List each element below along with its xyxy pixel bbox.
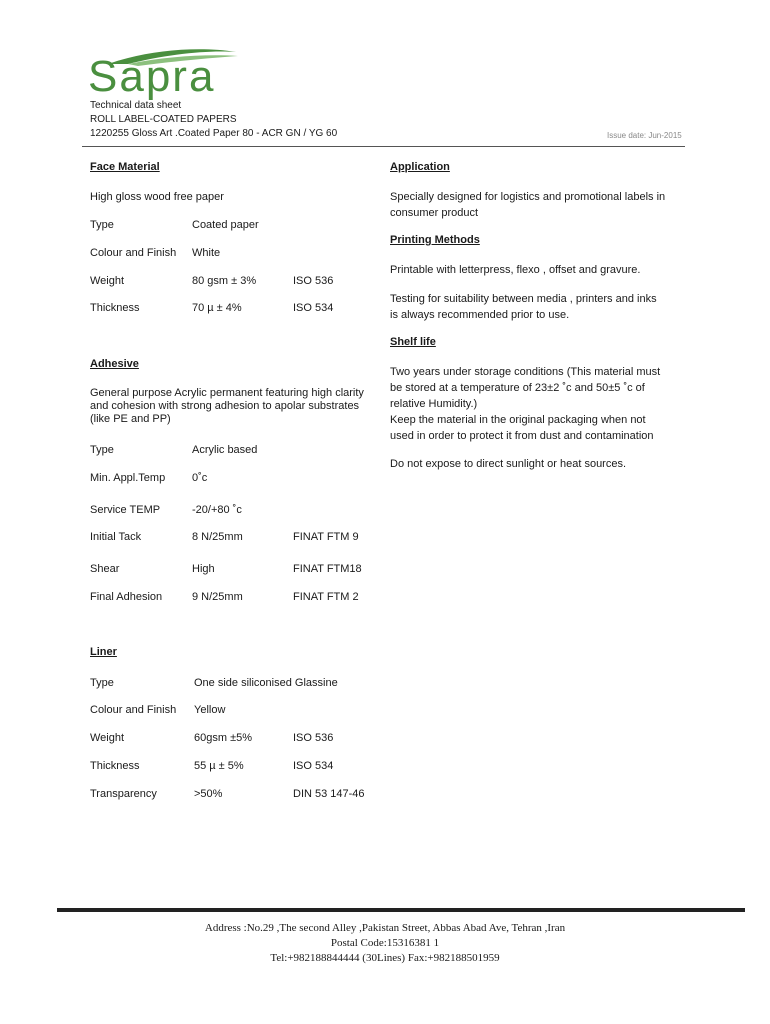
liner-row-value: 55 µ ± 5% [194,760,244,772]
liner-row-value: Yellow [194,704,226,716]
face-row-ref: ISO 534 [293,302,334,314]
liner-row-label: Weight [90,732,125,744]
printing-methods-text: is always recommended prior to use. [390,309,570,321]
shelf-life-note: Do not expose to direct sunlight or heat sources. [390,458,627,470]
face-row-value: Coated paper [192,219,259,231]
adhesive-row-label: Type [90,444,114,456]
printing-methods-text: Testing for suitability between media , printers and inks [390,293,657,305]
product-line: ROLL LABEL-COATED PAPERS [90,114,237,125]
face-material-title: Face Material [90,161,160,173]
liner-row-label: Transparency [90,788,157,800]
adhesive-row-value: Acrylic based [192,444,258,456]
liner-row-ref: DIN 53 147-46 [293,788,365,800]
adhesive-row-label: Shear [90,563,120,575]
adhesive-row-label: Initial Tack [90,531,142,543]
adhesive-row-ref: FINAT FTM 2 [293,591,359,603]
face-row-value: 80 gsm ± 3% [192,275,257,287]
printing-methods-title: Printing Methods [390,234,480,246]
shelf-life-line: Two years under storage conditions (This material must [390,366,661,378]
doc-type: Technical data sheet [90,100,182,111]
adhesive-row-label: Final Adhesion [90,591,163,603]
shelf-life-line: be stored at a temperature of 23±2 ˚c and 50±5 ˚c of [390,382,645,394]
liner-row-value: One side siliconised Glassine [194,677,338,689]
application-title: Application [390,161,450,173]
adhesive-row-value: High [192,563,215,575]
adhesive-row-label: Min. Appl.Temp [90,472,166,484]
footer-phone: Tel:+982188844444 (30Lines) Fax:+982188501959 [270,952,500,964]
liner-row-ref: ISO 536 [293,732,334,744]
face-row-label: Colour and Finish [90,247,177,259]
face-row-label: Type [90,219,114,231]
logo [88,44,248,102]
face-material-description: High gloss wood free paper [90,191,224,203]
liner-row-value: >50% [194,788,223,800]
header-divider [82,146,685,147]
shelf-life-title: Shelf life [390,336,436,348]
adhesive-row-value: 0˚c [192,472,208,484]
footer-divider [57,908,745,912]
adhesive-description: and cohesion with strong adhesion to apolar substrates [90,400,360,412]
adhesive-row-label: Service TEMP [90,504,161,516]
shelf-life-line: used in order to protect it from dust and contamination [390,430,654,442]
liner-row-label: Type [90,677,114,689]
face-row-label: Thickness [90,302,140,314]
footer-postal: Postal Code:15316381 1 [330,937,440,949]
adhesive-description: (like PE and PP) [90,413,171,425]
face-row-label: Weight [90,275,125,287]
face-row-ref: ISO 536 [293,275,334,287]
liner-row-value: 60gsm ±5% [194,732,253,744]
adhesive-row-value: 8 N/25mm [192,531,243,543]
adhesive-description: General purpose Acrylic permanent featuring high clarity [90,387,364,399]
liner-row-ref: ISO 534 [293,760,334,772]
liner-row-label: Colour and Finish [90,704,177,716]
liner-row-label: Thickness [90,760,140,772]
shelf-life-line: relative Humidity.) [390,398,478,410]
face-row-value: White [192,247,221,259]
adhesive-row-ref: FINAT FTM 9 [293,531,359,543]
liner-title: Liner [90,646,117,658]
shelf-life-line: Keep the material in the original packaging when not [390,414,646,426]
footer-address: Address :No.29 ,The second Alley ,Pakistan Street, Abbas Abad Ave, Tehran ,Iran [204,922,566,934]
face-row-value: 70 µ ± 4% [192,302,242,314]
issue-date: Issue date: Jun-2015 [607,131,682,140]
adhesive-row-ref: FINAT FTM18 [293,563,362,575]
application-text: Specially designed for logistics and promotional labels in [390,191,666,203]
printing-methods-text: Printable with letterpress, flexo , offset and gravure. [390,264,641,276]
adhesive-row-value: 9 N/25mm [192,591,243,603]
adhesive-row-value: -20/+80 ˚c [192,504,242,516]
application-text: consumer product [390,207,479,219]
logo-wordmark: Sapra [88,52,216,101]
product-code: 1220255 Gloss Art .Coated Paper 80 - ACR GN / YG 60 [90,128,338,139]
adhesive-title: Adhesive [90,358,139,370]
